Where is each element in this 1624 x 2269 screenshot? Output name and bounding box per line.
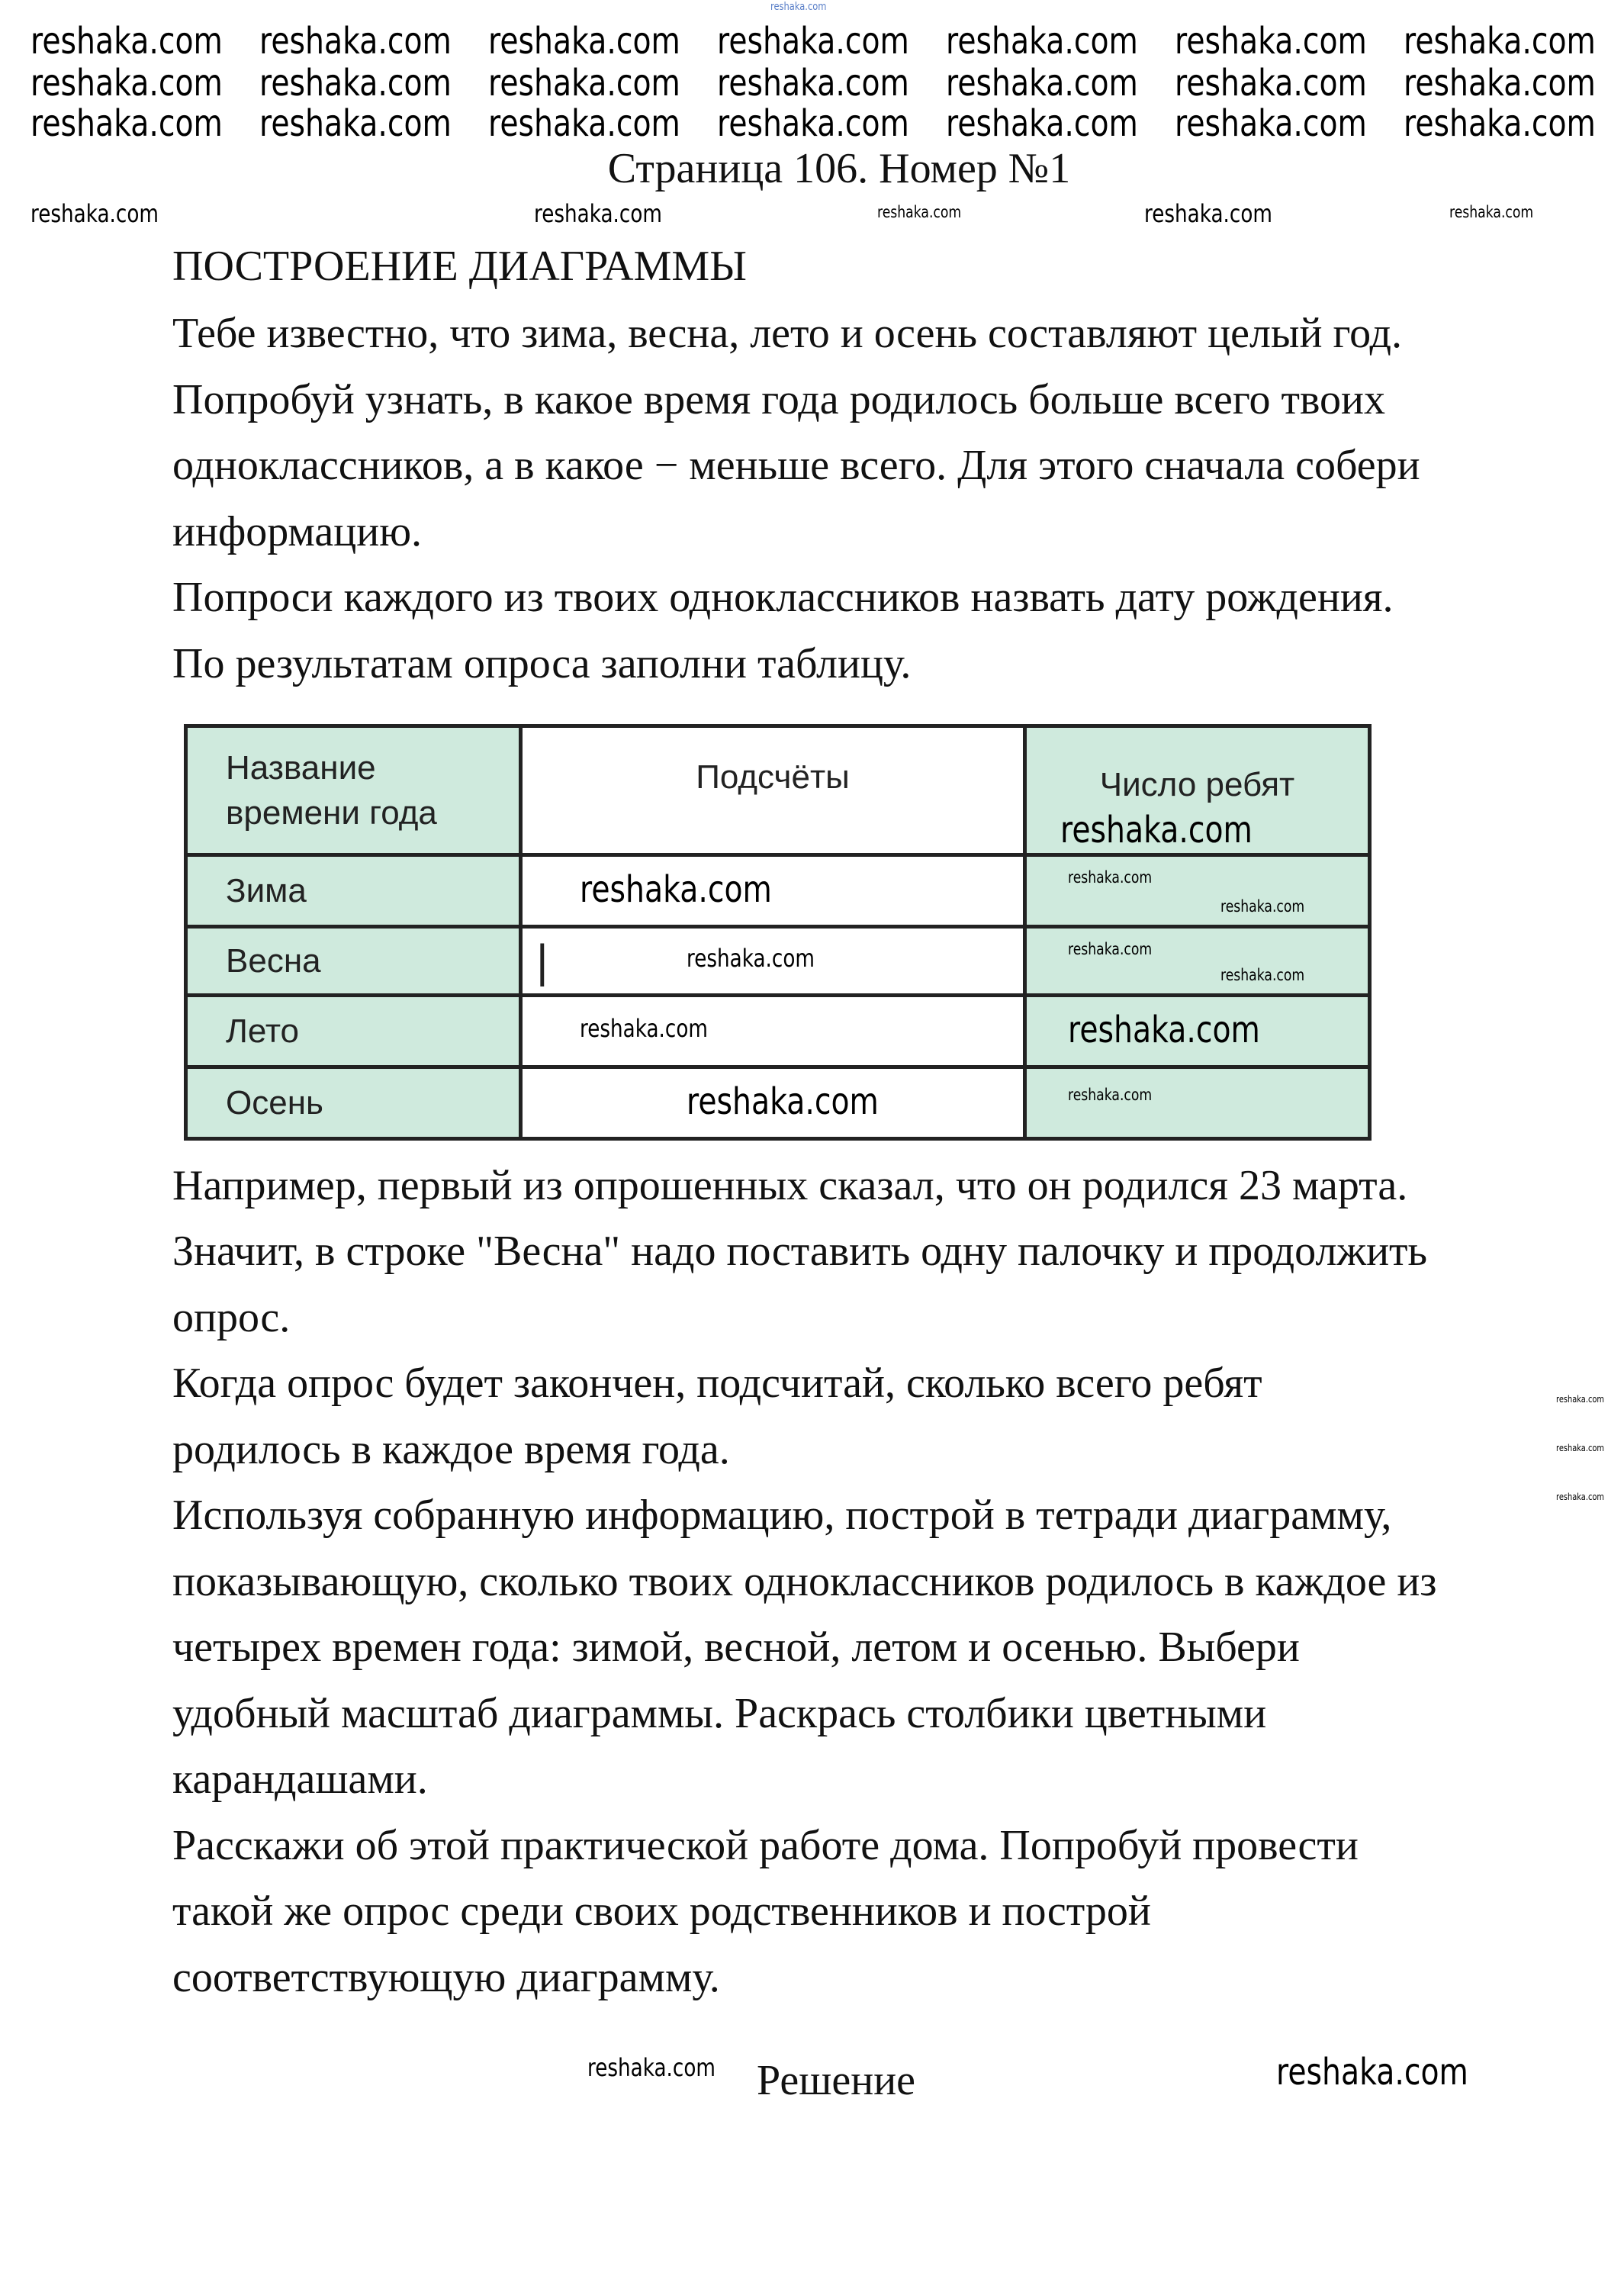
watermark: reshaka.com — [1556, 1492, 1604, 1502]
watermark: reshaka.com — [259, 20, 452, 63]
watermark: reshaka.com — [1068, 1009, 1260, 1051]
watermark: reshaka.com — [259, 102, 452, 145]
watermark: reshaka.com — [687, 1080, 879, 1123]
watermark: reshaka.com — [1060, 809, 1253, 851]
text-line: Попроси каждого из твоих одноклассников назвать дату рождения. — [172, 574, 1394, 621]
text-line: Тебе известно, что зима, весна, лето и осень составляют целый год. — [172, 310, 1402, 357]
season-cell: Лето — [186, 996, 521, 1067]
watermark: reshaka.com — [580, 1014, 708, 1043]
watermark: reshaka.com — [587, 2053, 716, 2082]
text-line: Попробуй узнать, в какое время года родилось больше всего твоих — [172, 376, 1385, 423]
watermark: reshaka.com — [534, 199, 662, 228]
watermark: reshaka.com — [1175, 20, 1367, 63]
count-cell — [1025, 855, 1370, 927]
tally-cell: | — [521, 927, 1025, 996]
watermark: reshaka.com — [717, 62, 909, 105]
watermark: reshaka.com — [580, 868, 772, 911]
page-title: Страница 106. Номер №1 — [607, 145, 1071, 192]
watermark: reshaka.com — [1556, 1394, 1604, 1405]
watermark: reshaka.com — [1556, 1443, 1604, 1453]
season-cell: Зима — [186, 855, 521, 927]
text-line: четырех времен года: зимой, весной, летом и осенью. Выбери — [172, 1624, 1300, 1671]
watermark: reshaka.com — [946, 20, 1138, 63]
watermark: reshaka.com — [31, 62, 223, 105]
watermark: reshaka.com — [1449, 203, 1534, 221]
watermark: reshaka.com — [687, 944, 815, 973]
watermark: reshaka.com — [1276, 2051, 1468, 2094]
text-line: удобный масштаб диаграммы. Раскрась столбики цветными — [172, 1690, 1267, 1737]
watermark: reshaka.com — [31, 102, 223, 145]
text-line: родилось в каждое время года. — [172, 1426, 730, 1473]
text-line: показывающую, сколько твоих одноклассников родилось в каждое из — [172, 1558, 1437, 1605]
site-link[interactable]: reshaka.com — [770, 1, 827, 13]
season-cell: Осень — [186, 1067, 521, 1139]
watermark: reshaka.com — [717, 20, 909, 63]
watermark: reshaka.com — [1068, 940, 1153, 958]
watermark: reshaka.com — [31, 20, 223, 63]
text-line: соответствующую диаграмму. — [172, 1954, 720, 2001]
watermark: reshaka.com — [877, 203, 962, 221]
header-season — [186, 726, 521, 855]
text-line: По результатам опроса заполни таблицу. — [172, 640, 912, 687]
watermark: reshaka.com — [488, 102, 680, 145]
watermark: reshaka.com — [488, 62, 680, 105]
watermark: reshaka.com — [1220, 897, 1305, 916]
solution-label: Решение — [757, 2057, 916, 2104]
watermark: reshaka.com — [1404, 20, 1596, 63]
watermark: reshaka.com — [1144, 199, 1272, 228]
text-line: информацию. — [172, 508, 423, 555]
watermark: reshaka.com — [1175, 62, 1367, 105]
watermark: reshaka.com — [717, 102, 909, 145]
text-line: карандашами. — [172, 1756, 428, 1803]
watermark: reshaka.com — [1175, 102, 1367, 145]
watermark: reshaka.com — [488, 20, 680, 63]
season-cell: Весна — [186, 927, 521, 996]
header-tally: Подсчёты — [521, 726, 1025, 855]
text-line: такой же опрос среди своих родственников и построй — [172, 1888, 1151, 1935]
section-heading: ПОСТРОЕНИЕ ДИАГРАММЫ — [172, 243, 747, 290]
survey-table — [184, 724, 1372, 1141]
text-line: Используя собранную информацию, построй в тетради диаграмму, — [172, 1492, 1392, 1539]
text-line: Когда опрос будет закончен, подсчитай, сколько всего ребят — [172, 1360, 1262, 1407]
text-line: Расскажи об этой практической работе дома. Попробуй провести — [172, 1822, 1359, 1869]
watermark: reshaka.com — [946, 102, 1138, 145]
watermark: reshaka.com — [1068, 1086, 1153, 1104]
watermark: reshaka.com — [31, 199, 159, 228]
text-line: одноклассников, а в какое − меньше всего. Для этого сначала собери — [172, 442, 1420, 489]
watermark: reshaka.com — [259, 62, 452, 105]
watermark: reshaka.com — [946, 62, 1138, 105]
text-line: Значит, в строке "Весна" надо поставить одну палочку и продолжить — [172, 1228, 1428, 1275]
watermark: reshaka.com — [1068, 868, 1153, 887]
header-line: Название — [226, 748, 376, 787]
table-row — [186, 855, 1370, 927]
watermark: reshaka.com — [1220, 966, 1305, 984]
text-line: Например, первый из опрошенных сказал, что он родился 23 марта. — [172, 1162, 1408, 1209]
header-count: Число ребят — [1025, 726, 1370, 855]
text-line: опрос. — [172, 1294, 291, 1341]
count-cell — [1025, 927, 1370, 996]
watermark: reshaka.com — [1404, 102, 1596, 145]
watermark: reshaka.com — [1404, 62, 1596, 105]
header-line: времени года — [226, 794, 437, 832]
